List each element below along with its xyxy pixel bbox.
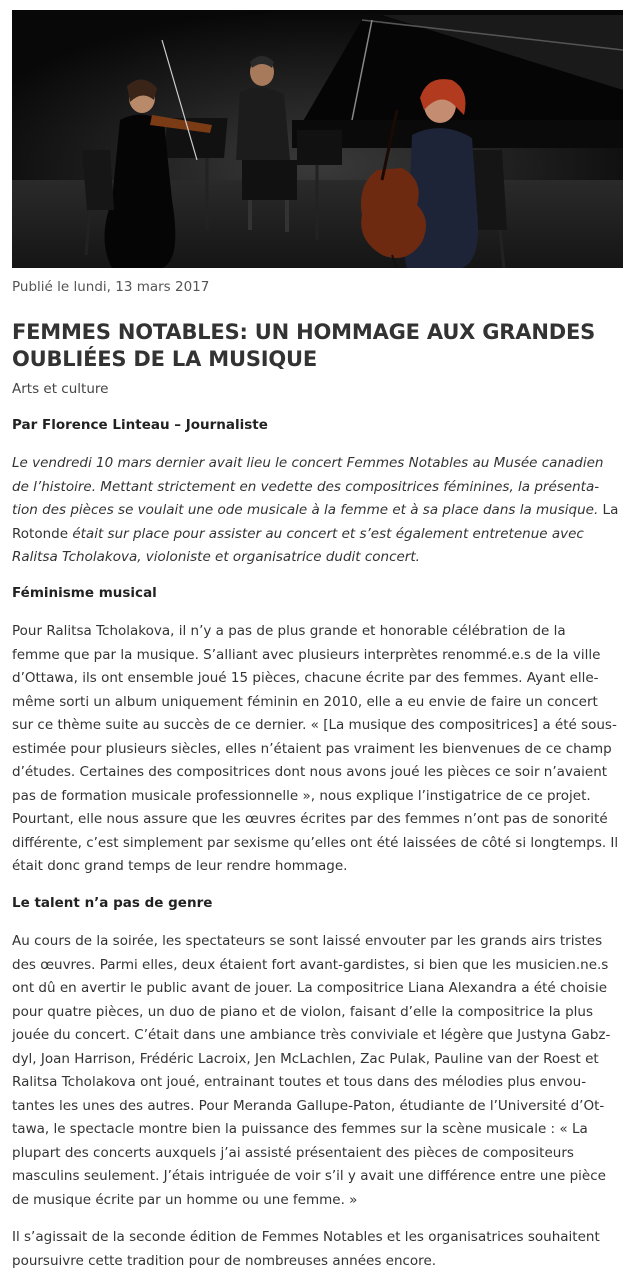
text-line: même sorti un album uniquement féminin en 2010, elle a eu envie de faire un concert xyxy=(12,693,598,710)
concert-photo-illustration xyxy=(12,10,623,268)
text-line: femme que par la musique. S’alliant avec plusieurs interprètes renommé.e.s de la ville xyxy=(12,646,601,663)
text-line: Ralitsa Tcholakova ont joué, entrainant toutes et tous dans des mélodies plus envou- xyxy=(12,1074,587,1090)
intro-paragraph xyxy=(12,452,620,570)
text-line: Au cours de la soirée, les spectateurs se sont laissé envouter par les grands airs tristes xyxy=(12,933,603,949)
text-line: pour quatre pièces, un duo de piano et de violon, faisant d’elle la compositrice la plus xyxy=(12,1003,593,1020)
text-line: pas de formation musicale professionnelle », nous explique l’instigatrice de ce projet. xyxy=(12,787,591,804)
text-line: plupart des concerts auxquels j’ai assisté présentaient des pièces de compositeurs xyxy=(12,1144,574,1161)
intro-line: de l’histoire. Mettant strictement en vedette des compositrices féminines, la présenta- xyxy=(12,478,600,495)
text-line: jouée du concert. C’était dans une ambiance très conviviale et légère que Justyna Gabz- xyxy=(12,1027,611,1043)
text-line: tantes les unes des autres. Pour Meranda Gallupe-Paton, étudiante de l’Université d’Ot- xyxy=(12,1097,605,1114)
section-heading-talent: Le talent n’a pas de genre xyxy=(12,895,213,911)
text-line: Il s’agissait de la seconde édition de Femmes Notables et les organisatrices souhaitent xyxy=(12,1229,600,1245)
text-line: d’études. Certaines des compositrices dont nous avons joué les pièces ce soir n’avaient xyxy=(12,764,608,780)
text-line: d’Ottawa, ils ont ensemble joué 15 pièces, chacune écrite par des femmes. Ayant elle- xyxy=(12,670,599,686)
article-photo xyxy=(12,10,623,268)
section1-paragraph xyxy=(12,620,620,879)
author-byline: Par Florence Linteau – Journaliste xyxy=(12,417,268,433)
closing-paragraph xyxy=(12,1226,620,1273)
publish-date: Publié le lundi, 13 mars 2017 xyxy=(12,279,210,295)
text-line: Pourtant, elle nous assure que les œuvres écrites par des femmes n’ont pas de sonorité xyxy=(12,811,608,827)
text-line: différente, c’est simplement par sexisme qu’elles ont été laissées de côté si longtemps. Il xyxy=(12,834,619,851)
text-line: masculins seulement. J’étais intriguée de voir s’il y avait une différence entre une pièce xyxy=(12,1168,606,1184)
section-heading-feminisme: Féminisme musical xyxy=(12,585,157,601)
text-line: des œuvres. Parmi elles, deux étaient fort avant-gardistes, si bien que les musicien.ne.s xyxy=(12,956,609,973)
text-line: était donc grand temps de leur rendre hommage. xyxy=(12,858,348,874)
intro-line: Rotonde était sur place pour assister au concert et s’est également entretenue avec xyxy=(12,525,584,542)
text-line: Pour Ralitsa Tcholakova, il n’y a pas de plus grande et honorable célébration de la xyxy=(12,623,566,639)
intro-line: Ralitsa Tcholakova, violoniste et organisatrice dudit concert. xyxy=(12,549,420,565)
text-line: sur ce thème suite au succès de ce dernier. « [La musique des compositrices] a été sous- xyxy=(12,717,617,733)
text-line: estimée pour plusieurs siècles, elles n’étaient pas vraiment les bienvenues de ce champ xyxy=(12,740,612,757)
text-line: poursuivre cette tradition pour de nombreuses années encore. xyxy=(12,1252,437,1269)
text-line: ont dû en avertir le public avant de jouer. La compositrice Liana Alexandra a été choisie xyxy=(12,980,608,996)
article-title-line-2: OUBLIÉES DE LA MUSIQUE xyxy=(12,347,318,371)
text-line: de musique écrite par un homme ou une femme. » xyxy=(12,1191,358,1208)
text-line: dyl, Joan Harrison, Frédéric Lacroix, Jen McLachlen, Zac Pulak, Pauline van der Roest et xyxy=(12,1050,599,1067)
article-title-line-1: FEMMES NOTABLES: UN HOMMAGE AUX GRANDES xyxy=(12,320,596,344)
section2-paragraph xyxy=(12,930,620,1212)
intro-line: tion des pièces se voulait une ode musicale à la femme et à sa place dans la musique. La xyxy=(12,502,619,518)
article-title xyxy=(12,319,622,373)
category-link[interactable]: Arts et culture xyxy=(12,381,109,397)
text-line: tawa, le spectacle montre bien la puissance des femmes sur la scène musicale : « La xyxy=(12,1121,588,1137)
intro-line: Le vendredi 10 mars dernier avait lieu le concert Femmes Notables au Musée canadien xyxy=(12,455,604,471)
